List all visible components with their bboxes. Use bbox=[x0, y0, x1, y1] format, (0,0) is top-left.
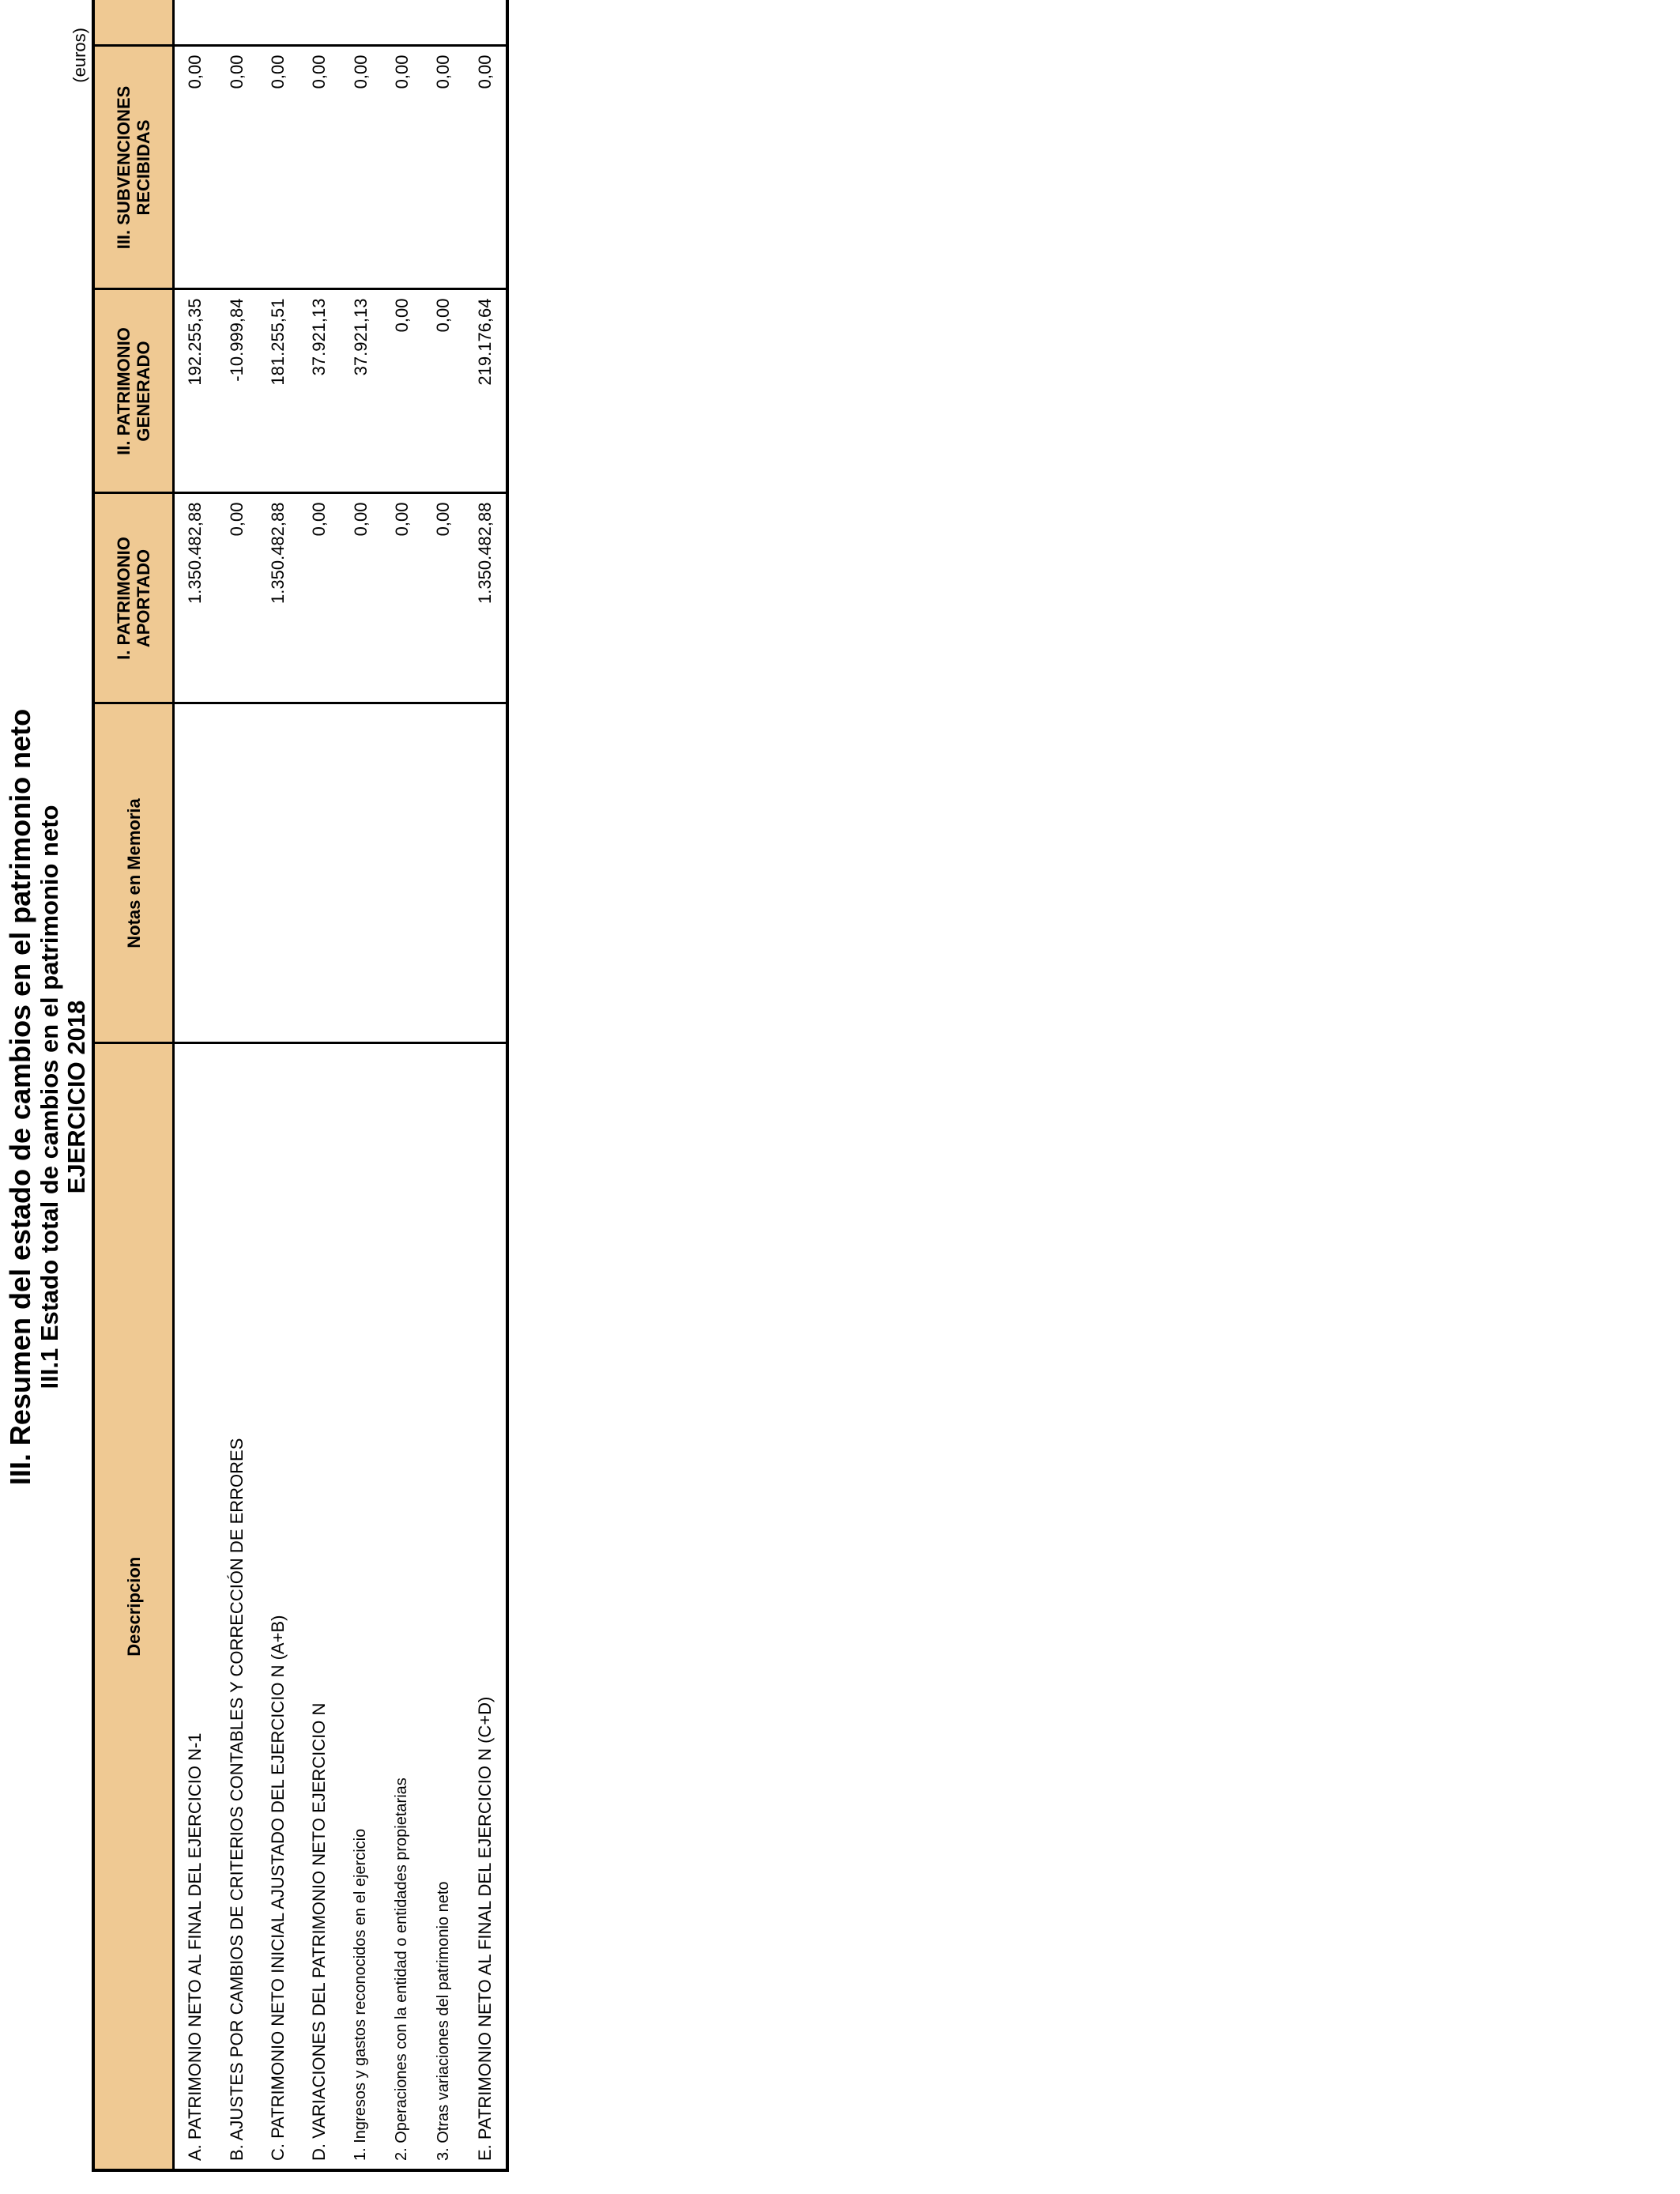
period-label: EJERCICIO 2018 bbox=[62, 1000, 90, 1194]
row-total bbox=[258, 0, 299, 46]
row-notes bbox=[382, 703, 423, 1043]
row-generado: 37.921,13 bbox=[299, 289, 340, 493]
row-total bbox=[216, 0, 257, 46]
row-aportado: 1.350.482,88 bbox=[465, 493, 507, 703]
row-total bbox=[465, 0, 507, 46]
column-header-patrimonio-aportado: I. PATRIMONIO APORTADO bbox=[93, 493, 174, 703]
row-total bbox=[382, 0, 423, 46]
table-row bbox=[216, 0, 257, 2170]
row-notes bbox=[174, 703, 217, 1043]
column-header-total bbox=[93, 0, 174, 46]
table-row bbox=[382, 0, 423, 2170]
table-header-row bbox=[93, 0, 174, 2170]
row-generado: 219.176,64 bbox=[465, 289, 507, 493]
row-description: A. PATRIMONIO NETO AL FINAL DEL EJERCICIO N-1 bbox=[174, 1043, 217, 2170]
table-row bbox=[258, 0, 299, 2170]
row-generado: 0,00 bbox=[382, 289, 423, 493]
row-generado: 192.255,35 bbox=[174, 289, 217, 493]
row-aportado: 1.350.482,88 bbox=[174, 493, 217, 703]
row-aportado: 0,00 bbox=[299, 493, 340, 703]
row-notes bbox=[299, 703, 340, 1043]
page-subtitle: III.1 Estado total de cambios en el patrimonio neto bbox=[36, 805, 63, 1389]
row-description: 1. Ingresos y gastos reconocidos en el ejercicio bbox=[340, 1043, 381, 2170]
row-subvenciones: 0,00 bbox=[423, 46, 464, 289]
table-row bbox=[340, 0, 381, 2170]
row-total bbox=[174, 0, 217, 46]
row-subvenciones: 0,00 bbox=[465, 46, 507, 289]
row-subvenciones: 0,00 bbox=[258, 46, 299, 289]
row-generado: -10.999,84 bbox=[216, 289, 257, 493]
row-notes bbox=[465, 703, 507, 1043]
column-header-subvenciones: III. SUBVENCIONES RECIBIDAS bbox=[93, 46, 174, 289]
row-notes bbox=[216, 703, 257, 1043]
row-notes bbox=[423, 703, 464, 1043]
row-generado: 181.255,51 bbox=[258, 289, 299, 493]
row-total bbox=[340, 0, 381, 46]
equity-changes-table bbox=[92, 0, 509, 2172]
row-aportado: 0,00 bbox=[382, 493, 423, 703]
row-subvenciones: 0,00 bbox=[299, 46, 340, 289]
row-subvenciones: 0,00 bbox=[174, 46, 217, 289]
table-row bbox=[423, 0, 464, 2170]
row-total bbox=[423, 0, 464, 46]
row-description: 3. Otras variaciones del patrimonio neto bbox=[423, 1043, 464, 2170]
row-subvenciones: 0,00 bbox=[216, 46, 257, 289]
table-row bbox=[465, 0, 507, 2170]
column-header-notas: Notas en Memoria bbox=[93, 703, 174, 1043]
row-notes bbox=[258, 703, 299, 1043]
row-aportado: 0,00 bbox=[340, 493, 381, 703]
column-header-patrimonio-generado: II. PATRIMONIO GENERADO bbox=[93, 289, 174, 493]
row-description: C. PATRIMONIO NETO INICIAL AJUSTADO DEL EJERCICIO N (A+B) bbox=[258, 1043, 299, 2170]
row-description: 2. Operaciones con la entidad o entidades propietarias bbox=[382, 1043, 423, 2170]
table-row bbox=[174, 0, 217, 2170]
row-generado: 0,00 bbox=[423, 289, 464, 493]
row-subvenciones: 0,00 bbox=[382, 46, 423, 289]
units-label: (euros) bbox=[70, 28, 89, 83]
table-row bbox=[299, 0, 340, 2170]
row-total bbox=[299, 0, 340, 46]
row-aportado: 0,00 bbox=[216, 493, 257, 703]
row-description: B. AJUSTES POR CAMBIOS DE CRITERIOS CONTABLES Y CORRECCIÓN DE ERRORES bbox=[216, 1043, 257, 2170]
row-subvenciones: 0,00 bbox=[340, 46, 381, 289]
row-aportado: 0,00 bbox=[423, 493, 464, 703]
row-aportado: 1.350.482,88 bbox=[258, 493, 299, 703]
page-title: III. Resumen del estado de cambios en el patrimonio neto bbox=[4, 708, 36, 1486]
row-description: D. VARIACIONES DEL PATRIMONIO NETO EJERCICIO N bbox=[299, 1043, 340, 2170]
row-generado: 37.921,13 bbox=[340, 289, 381, 493]
row-description: E. PATRIMONIO NETO AL FINAL DEL EJERCICIO N (C+D) bbox=[465, 1043, 507, 2170]
row-notes bbox=[340, 703, 381, 1043]
column-header-descripcion: Descripcion bbox=[93, 1043, 174, 2170]
